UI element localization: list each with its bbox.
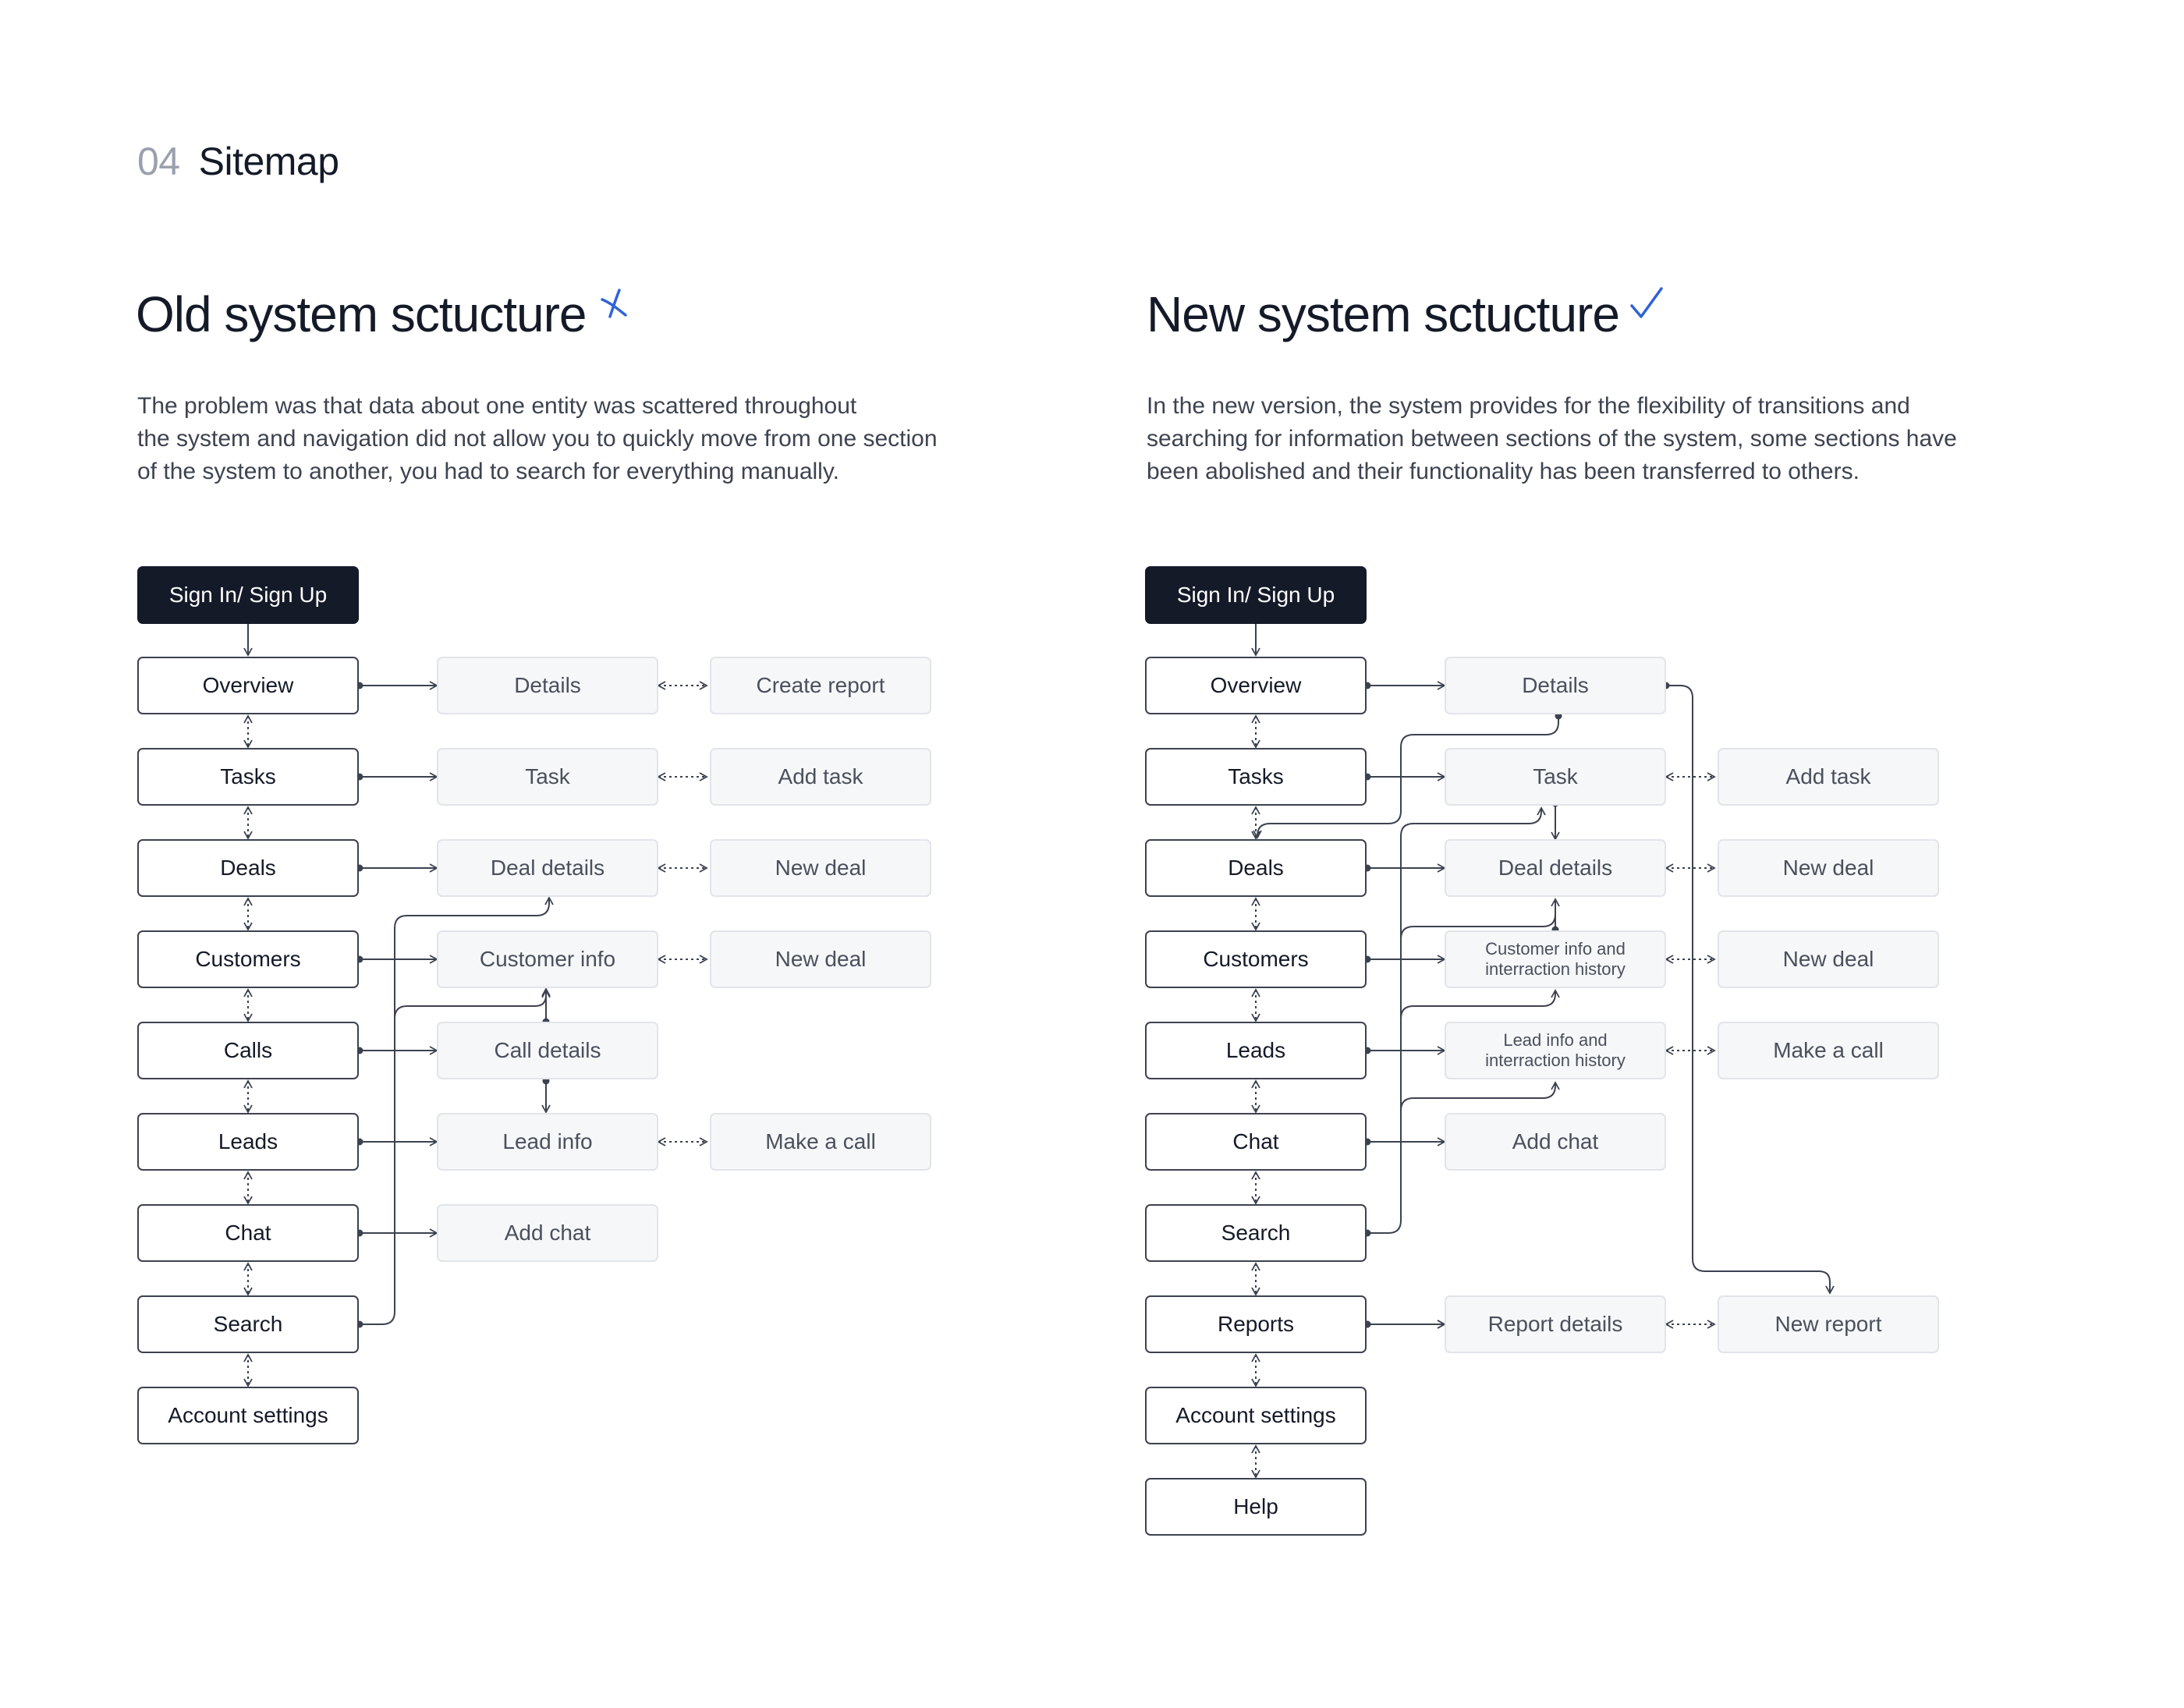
old-deals-node: Deals: [137, 839, 359, 897]
old-call-details-node: Call details: [437, 1022, 658, 1079]
new-task-node: Task: [1445, 748, 1666, 806]
new-tasks-node: Tasks: [1145, 748, 1367, 806]
new-customer-info-node: Customer info and interraction history: [1445, 930, 1666, 988]
old-account-settings-node: Account settings: [137, 1387, 359, 1444]
old-new-deal-node: New deal: [710, 839, 931, 897]
old-add-task-node: Add task: [710, 748, 931, 806]
old-calls-node: Calls: [137, 1022, 359, 1079]
new-lead-info-node: Lead info and interraction history: [1445, 1022, 1666, 1079]
new-add-chat-node: Add chat: [1445, 1113, 1666, 1171]
old-add-chat-node: Add chat: [437, 1204, 658, 1262]
new-report-details-node: Report details: [1445, 1295, 1666, 1353]
new-search-node: Search: [1145, 1204, 1367, 1262]
old-chat-node: Chat: [137, 1204, 359, 1262]
new-deals-node: Deals: [1145, 839, 1367, 897]
new-add-task-node: Add task: [1718, 748, 1939, 806]
new-new-report-node: New report: [1718, 1295, 1939, 1353]
new-help-node: Help: [1145, 1478, 1367, 1536]
old-structure-title-text: Old system sctucture: [136, 286, 587, 342]
old-overview-node: Overview: [137, 657, 359, 714]
old-create-report-node: Create report: [710, 657, 931, 714]
old-signin-node: Sign In/ Sign Up: [137, 566, 359, 624]
old-details-node: Details: [437, 657, 658, 714]
new-make-call-node: Make a call: [1718, 1022, 1939, 1079]
old-lead-info-node: Lead info: [437, 1113, 658, 1171]
section-number: 04: [137, 140, 180, 183]
new-structure-title-text: New system sctucture: [1147, 286, 1619, 342]
old-tasks-node: Tasks: [137, 748, 359, 806]
old-customer-info-node: Customer info: [437, 930, 658, 988]
new-structure-description: In the new version, the system provides for the flexibility of transitions and searching for information between sections of the system, some sections have been abolished and their functionality has been transferred to others.: [1147, 393, 1957, 484]
old-search-node: Search: [137, 1295, 359, 1353]
new-chat-node: Chat: [1145, 1113, 1367, 1171]
old-customers-node: Customers: [137, 930, 359, 988]
new-deal-details-node: Deal details: [1445, 839, 1666, 897]
old-new-deal-node: New deal: [710, 930, 931, 988]
old-task-node: Task: [437, 748, 658, 806]
old-deal-details-node: Deal details: [437, 839, 658, 897]
new-customers-node: Customers: [1145, 930, 1367, 988]
old-make-call-node: Make a call: [710, 1113, 931, 1171]
old-leads-node: Leads: [137, 1113, 359, 1171]
new-new-deal-node: New deal: [1718, 930, 1939, 988]
new-signin-node: Sign In/ Sign Up: [1145, 566, 1367, 624]
new-leads-node: Leads: [1145, 1022, 1367, 1079]
new-overview-node: Overview: [1145, 657, 1367, 714]
new-new-deal-node: New deal: [1718, 839, 1939, 897]
section-title: Sitemap: [198, 140, 339, 183]
new-account-settings-node: Account settings: [1145, 1387, 1367, 1444]
new-details-node: Details: [1445, 657, 1666, 714]
old-structure-description: The problem was that data about one entity was scattered throughout the system and navigation did not allow you to quickly move from one section of the system to another, you had to search for everything manually.: [137, 393, 938, 484]
new-reports-node: Reports: [1145, 1295, 1367, 1353]
